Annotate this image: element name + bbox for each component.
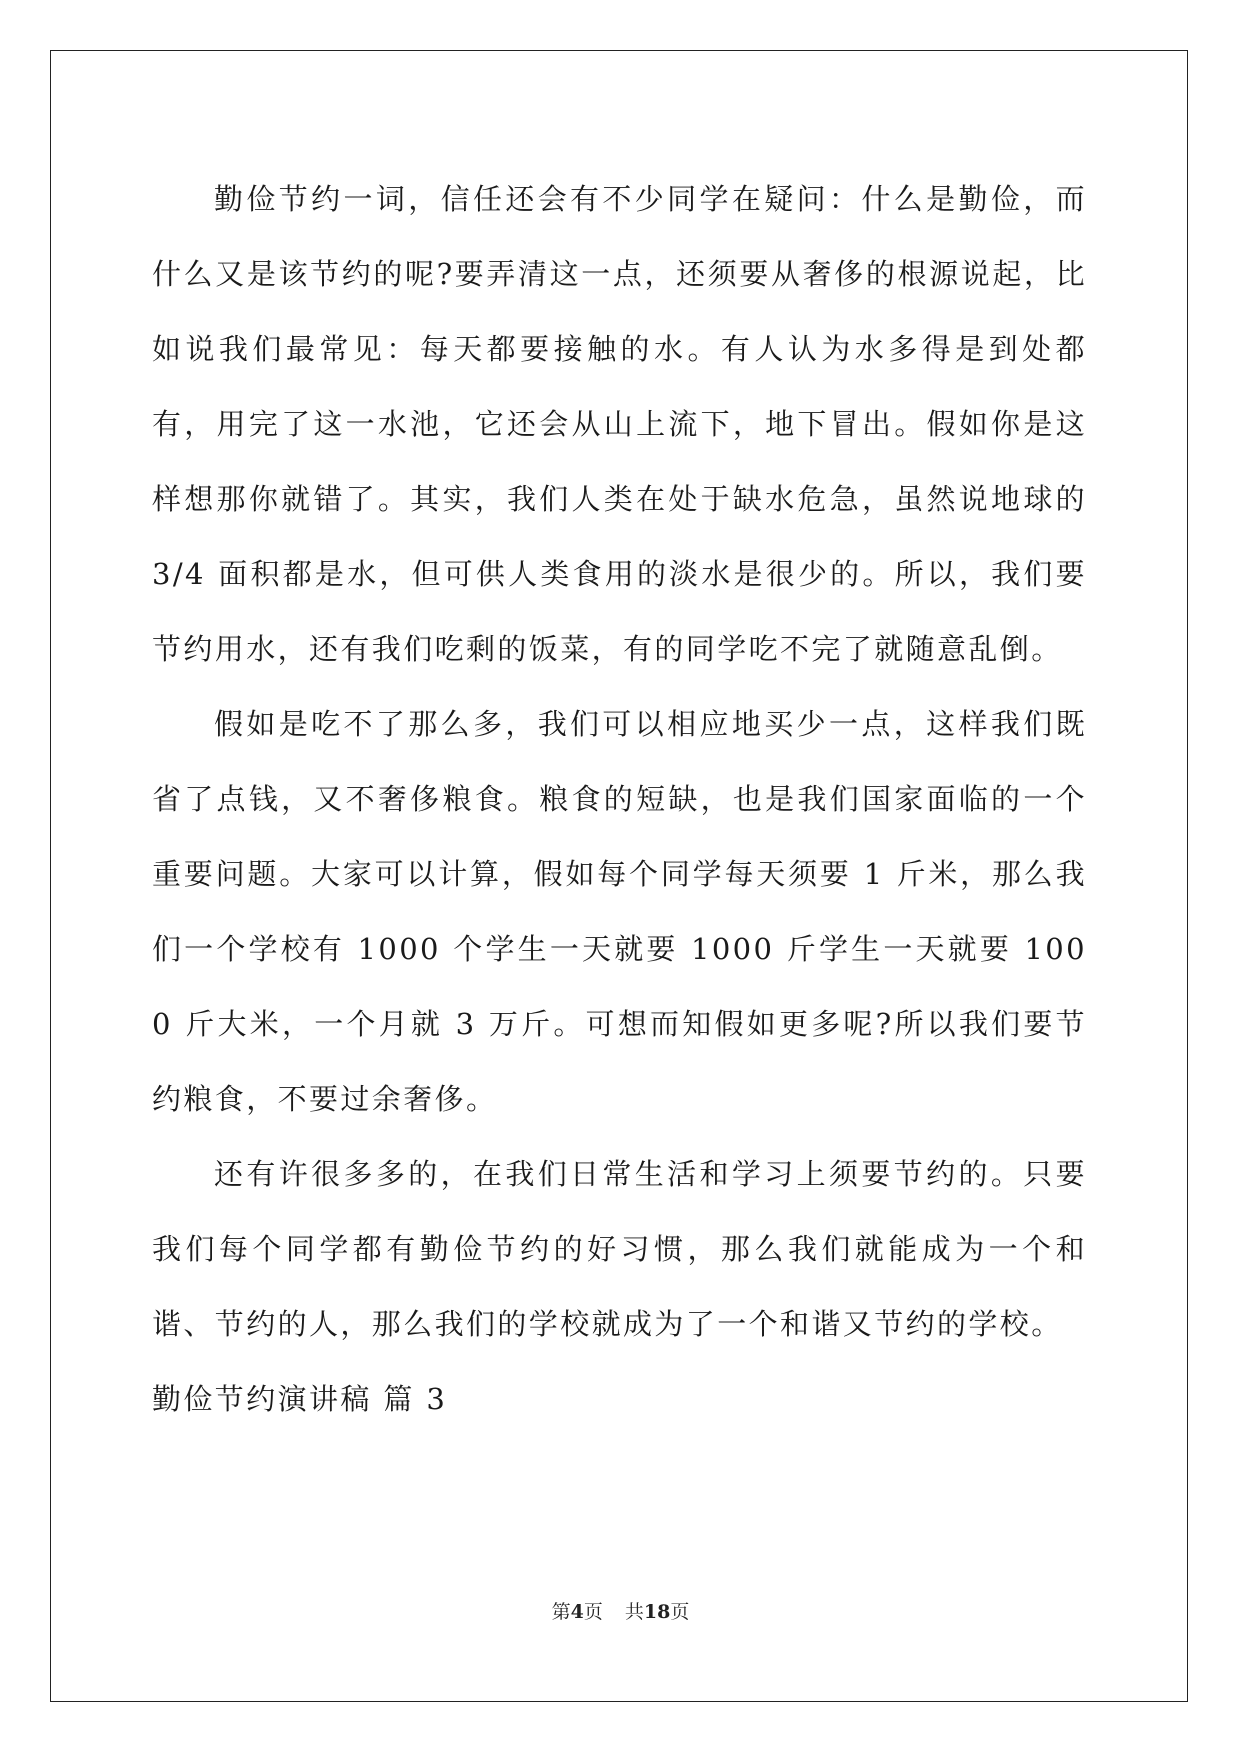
document-body bbox=[152, 162, 1087, 1437]
total-pages: 18 bbox=[643, 1601, 671, 1623]
paragraph-2: 假如是吃不了那么多，我们可以相应地买少一点，这样我们既省了点钱，又不奢侈粮食。粮食的短缺，也是我们国家面临的一个重要问题。大家可以计算，假如每个同学每天须要 1 斤米，那么我们一个学校有 1000 个学生一天就要 1000 斤学生一天就要 1000 斤大米，一个月就 3 万斤。可想而知假如更多呢?所以我们要节约粮食，不要过余奢侈。 bbox=[152, 707, 1087, 1116]
page-suffix: 页 bbox=[583, 1601, 603, 1623]
total-prefix: 共 bbox=[624, 1601, 644, 1623]
page-footer bbox=[0, 1597, 1241, 1624]
paragraph-1: 勤俭节约一词，信任还会有不少同学在疑问：什么是勤俭，而什么又是该节约的呢?要弄清这一点，还须要从奢侈的根源说起，比如说我们最常见：每天都要接触的水。有人认为水多得是到处都有，用完了这一水池，它还会从山上流下，地下冒出。假如你是这样想那你就错了。其实，我们人类在处于缺水危急，虽然说地球的 3/4 面积都是水，但可供人类食用的淡水是很少的。所以，我们要节约用水，还有我们吃剩的饭菜，有的同学吃不完了就随意乱倒。 bbox=[152, 182, 1087, 666]
total-suffix: 页 bbox=[670, 1601, 690, 1623]
section-heading: 勤俭节约演讲稿 篇 3 bbox=[152, 1382, 448, 1416]
page-number: 4 bbox=[570, 1601, 584, 1623]
paragraph-3: 还有许很多多的，在我们日常生活和学习上须要节约的。只要我们每个同学都有勤俭节约的好习惯，那么我们就能成为一个和谐、节约的人，那么我们的学校就成为了一个和谐又节约的学校。 bbox=[152, 1157, 1087, 1341]
page-prefix: 第 bbox=[551, 1601, 571, 1623]
